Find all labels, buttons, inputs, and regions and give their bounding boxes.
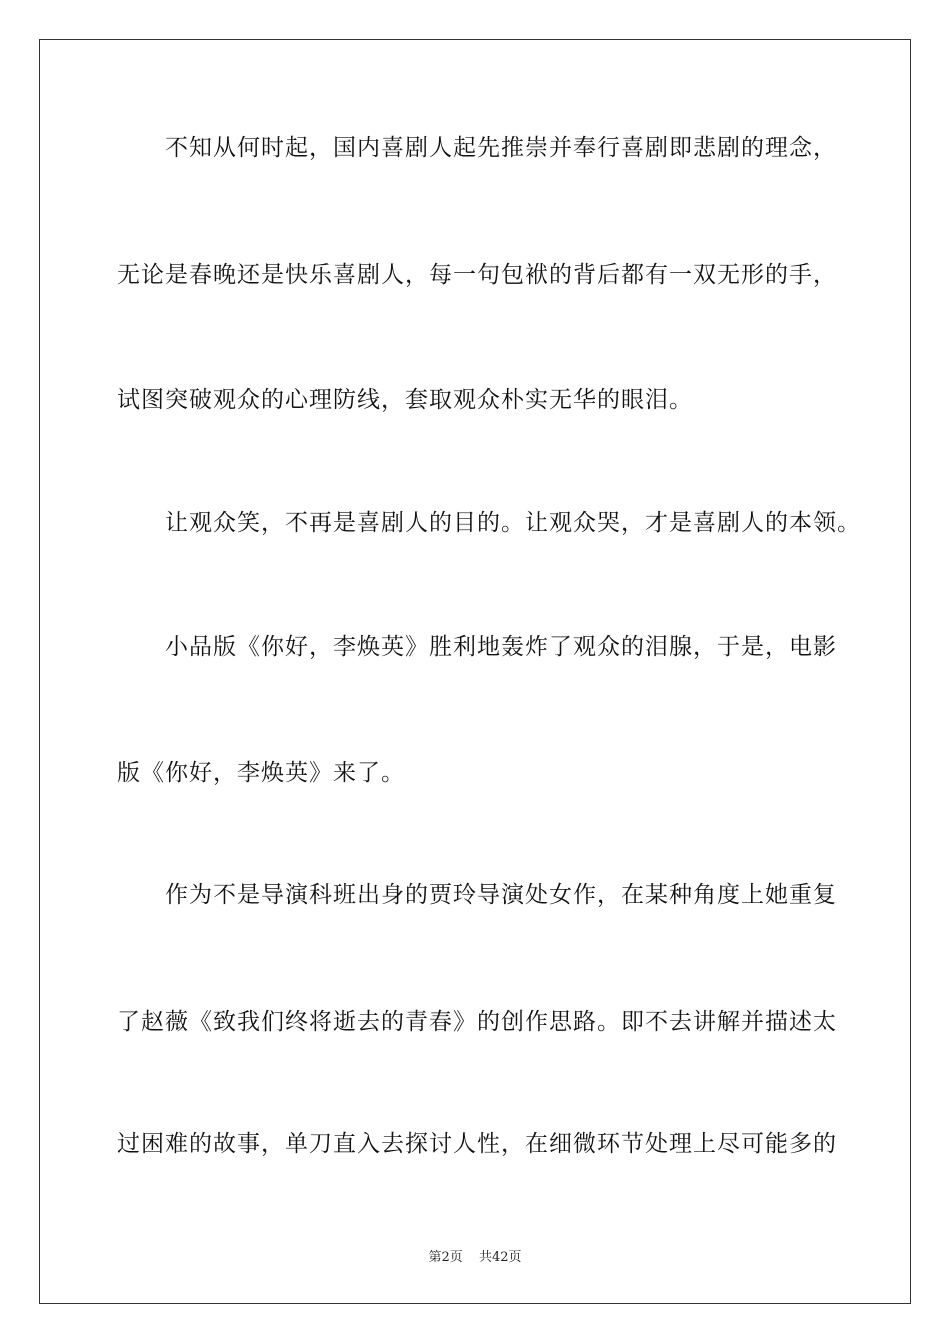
- page-number-current: 第2页: [428, 1250, 463, 1265]
- text-line: 版《你好，李焕英》来了。: [117, 760, 405, 786]
- page-border: [39, 39, 911, 1304]
- text-line: 试图突破观众的心理防线，套取观众朴实无华的眼泪。: [117, 387, 693, 413]
- page-footer: [0, 1246, 950, 1265]
- text-line: 了赵薇《致我们终将逝去的青春》的创作思路。即不去讲解并描述太: [117, 1009, 837, 1035]
- text-line: 小品版《你好，李焕英》胜利地轰炸了观众的泪腺，于是，电影: [165, 634, 837, 660]
- text-line: 无论是春晚还是快乐喜剧人，每一句包袱的背后都有一双无形的手，: [117, 262, 837, 288]
- page-number-total: 共42页: [478, 1250, 522, 1265]
- text-line: 过困难的故事，单刀直入去探讨人性，在细微环节处理上尽可能多的: [117, 1131, 837, 1157]
- text-line: 作为不是导演科班出身的贾玲导演处女作，在某种角度上她重复: [165, 882, 837, 908]
- text-line: 不知从何时起，国内喜剧人起先推崇并奉行喜剧即悲剧的理念，: [165, 135, 837, 161]
- text-line: 让观众笑，不再是喜剧人的目的。让观众哭，才是喜剧人的本领。: [165, 510, 861, 536]
